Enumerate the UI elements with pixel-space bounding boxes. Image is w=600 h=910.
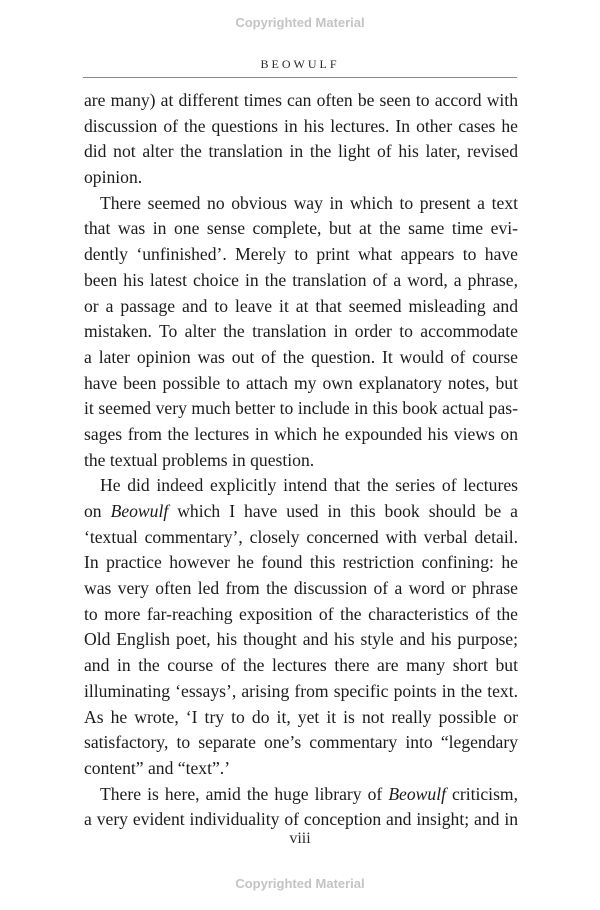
italic-title: Beowulf [388,783,446,804]
text-line: There seemed no obvious way in which to present a text [100,192,518,213]
text-line: There is here, amid the huge library of Beowulf criticism, [100,783,519,804]
text-line: to more far-reaching exposition of the characteristics of the [84,603,518,624]
text-line: ‘textual commentary’, closely concerned with verbal detail. [84,526,518,547]
text-line: been his latest choice in the translation of a word, a phrase, [84,269,518,290]
text-line: discussion of the questions in his lectures. In other cases he [84,115,518,136]
text-line: content” and “text”.’ [84,757,231,778]
text-line: sages from the lectures in which he expounded his views on [84,423,518,444]
text-line: illuminating ‘essays’, arising from specific points in the text. [84,680,518,701]
text-line: that was in one sense complete, but at the same time evi- [84,218,518,239]
text-line: a later opinion was out of the question. It would of course [84,346,518,367]
text-line: mistaken. To alter the translation in order to accommodate [84,321,518,342]
text-line: are many) at different times can often be seen to accord with [84,90,518,110]
text-line: did not alter the translation in the light of his later, revised [84,141,518,162]
copyright-watermark-top: Copyrighted Material [235,15,365,30]
text-line: In practice however he found this restriction confining: he [84,552,518,573]
copyright-watermark-bottom: Copyrighted Material [235,876,365,891]
text-line: a very evident individuality of conception and insight; and in [84,809,518,830]
running-head: BEOWULF [260,57,340,71]
text-line: and in the course of the lectures there are many short but [84,655,518,676]
text-line: Old English poet, his thought and his style and his purpose; [84,629,518,650]
italic-title: Beowulf [110,501,169,521]
body-text [84,88,518,833]
page-number: viii [289,830,311,847]
header-rule [83,77,517,78]
text-line: satisfactory, to separate one’s commentary into “legendary [84,732,518,753]
text-line: on Beowulf which I have used in this book should be a [84,501,518,521]
text-line: was very often led from the discussion of a word or phrase [84,578,518,599]
text-line: He did indeed explicitly intend that the series of lectures [100,475,518,496]
text-line: it seemed very much better to include in this book actual pas- [84,398,518,419]
text-line: dently ‘unfinished’. Merely to print what appears to have [84,244,518,265]
text-line: opinion. [84,167,143,188]
text-line: or a passage and to leave it at that seemed misleading and [84,295,518,316]
text-line: As he wrote, ‘I try to do it, yet it is not really possible or [84,706,518,727]
text-line: have been possible to attach my own explanatory notes, but [84,372,518,393]
text-line: the textual problems in question. [84,449,315,470]
